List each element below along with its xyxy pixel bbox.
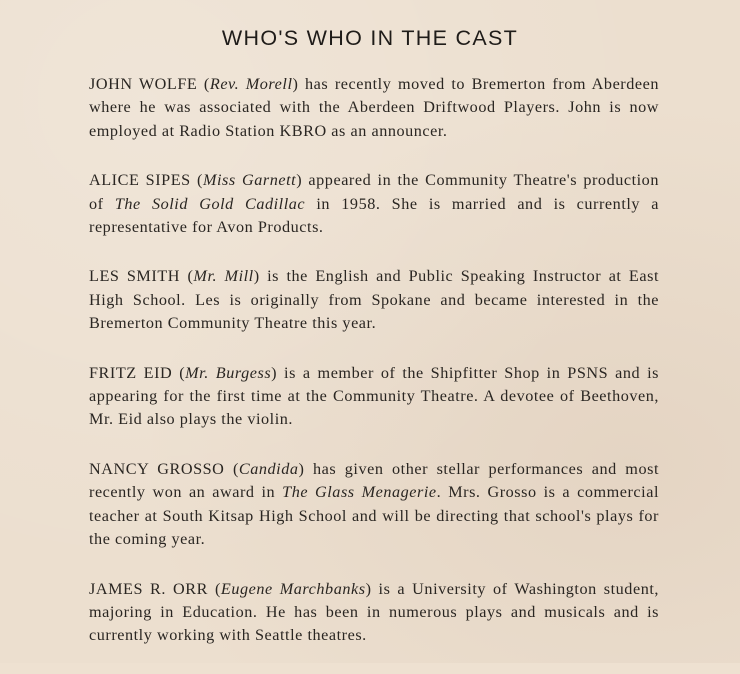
cast-entry-nancy-grosso: NANCY GROSSO (Candida) has given other stellar performances and most recently won an award in The Glass Menagerie. Mrs. Grosso is a commercial teacher at South Kitsap High School and will be directing that school's plays for the coming year. <box>89 459 659 549</box>
cast-entry-alice-sipes: ALICE SIPES (Miss Garnett) appeared in the Community Theatre's production of The Solid Gold Cadillac in 1958. She is married and is currently a representative for Avon Products. <box>89 171 660 237</box>
play-title: The Solid Gold Cadillac <box>114 194 306 213</box>
play-title: The Glass Menagerie <box>282 483 437 502</box>
cast-role: Mr. Burgess <box>185 363 272 382</box>
cast-bio: appeared in the Community Theatre's production of <box>89 171 659 213</box>
cast-entry-fritz-eid: FRITZ EID (Mr. Burgess) is a member of the Shipfitter Shop in PSNS and is appearing for the first time at the Community Theatre. A devotee of Beethoven, Mr. Eid also plays the violin. <box>89 363 659 429</box>
cast-bio: is the English and Public Speaking Instructor at East High School. Les is originally from Spokane and became interested in the Bremerton Community Theatre this year. <box>89 267 660 333</box>
cast-name: JOHN WOLFE <box>89 75 198 93</box>
cast-list <box>89 73 659 674</box>
cast-bio: is a member of the Shipfitter Shop in PSNS and is appearing for the first time at the Community Theatre. A devotee of Beethoven, Mr. Eid also plays the violin. <box>89 363 659 429</box>
cast-name: NANCY GROSSO <box>89 459 225 478</box>
cast-entry-john-wolfe: JOHN WOLFE (Rev. Morell) has recently moved to Bremerton from Aberdeen where he was associated with the Aberdeen Driftwood Players. John is now employed at Radio Station KBRO as an announcer. <box>89 75 659 140</box>
cast-role: Eugene Marchbanks <box>220 579 366 598</box>
page-title: WHO'S WHO IN THE CAST <box>221 26 519 50</box>
cast-bio: is a University of Washington student, majoring in Education. He has been in numerous plays and musicals and is currently working with Seattle theatres. <box>89 579 659 645</box>
cast-role: Rev. Morell <box>209 75 293 93</box>
cast-name: JAMES R. ORR <box>89 579 208 598</box>
cast-name: FRITZ EID <box>89 363 173 382</box>
cast-bio: has given other stellar performances and most recently won an award in <box>89 459 659 502</box>
cast-entry-james-orr: JAMES R. ORR (Eugene Marchbanks) is a University of Washington student, majoring in Education. He has been in numerous plays and musicals and is currently working with Seattle theatres. <box>89 579 659 645</box>
cast-role: Candida <box>238 459 299 478</box>
cast-bio-end: . Mrs. Grosso is a commercial teacher at South Kitsap High School and will be directing that school's plays for the coming year. <box>89 483 659 549</box>
cast-name: ALICE SIPES <box>89 171 191 190</box>
cast-role: Mr. Mill <box>193 267 254 286</box>
cast-name: LES SMITH <box>89 267 180 286</box>
cast-bio-end: in 1958. She is married and is currently a representative for Avon Products. <box>89 194 660 237</box>
cast-entry-les-smith: LES SMITH (Mr. Mill) is the English and Public Speaking Instructor at East High School. Les is originally from Spokane and became interested in the Bremerton Community Theatre this year. <box>89 267 660 333</box>
cast-role: Miss Garnett <box>202 171 297 190</box>
cast-bio: has recently moved to Bremerton from Aberdeen where he was associated with the Aberdeen Driftwood Players. John is now employed at Radio Station KBRO as an announcer. <box>89 75 659 140</box>
